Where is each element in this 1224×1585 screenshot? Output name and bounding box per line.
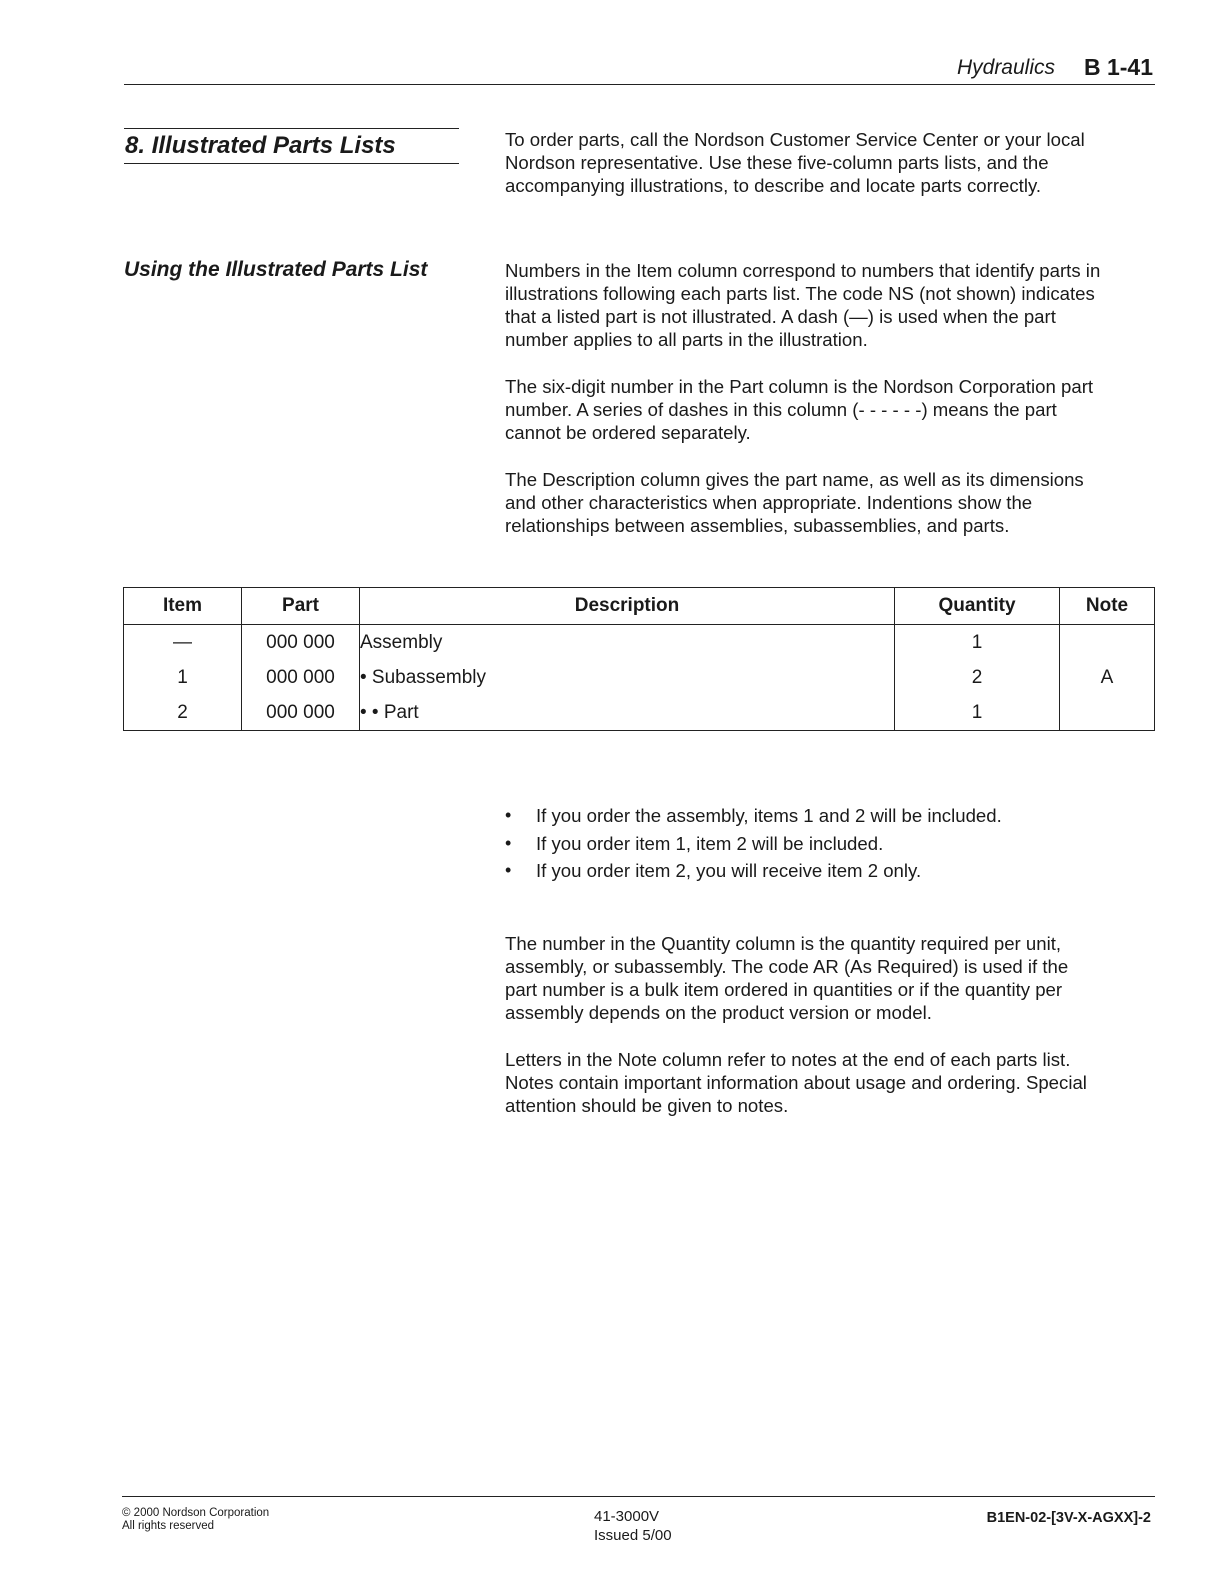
intro-line: accompanying illustrations, to describe and locate parts correctly. [505, 175, 1042, 196]
column-header-description: Description [360, 588, 895, 625]
cell-note [1060, 695, 1155, 731]
description-column-paragraph [505, 468, 1155, 537]
paragraph-line: number. A series of dashes in this column (- - - - - -) means the part [505, 399, 1057, 420]
table-header-row [124, 588, 1155, 625]
footer-issued: Issued 5/00 [594, 1527, 672, 1544]
cell-quantity: 2 [895, 660, 1060, 695]
cell-item: — [124, 625, 242, 661]
paragraph-line: cannot be ordered separately. [505, 422, 751, 443]
section-title-text: 8. Illustrated Parts Lists [125, 132, 396, 159]
paragraph-line: assembly depends on the product version or model. [505, 1002, 932, 1023]
footer-copyright-block [122, 1507, 269, 1533]
paragraph-line: The Description column gives the part name, as well as its dimensions [505, 469, 1084, 490]
column-header-part: Part [242, 588, 360, 625]
paragraph-line: Letters in the Note column refer to notes at the end of each parts list. [505, 1049, 1071, 1070]
page-header [124, 52, 1155, 85]
page-footer [122, 1496, 1155, 1547]
paragraph-line: illustrations following each parts list. The code NS (not shown) indicates [505, 283, 1095, 304]
cell-part: 000 000 [242, 695, 360, 731]
list-item [505, 857, 1155, 885]
cell-item: 1 [124, 660, 242, 695]
bullet-marker: • [505, 860, 512, 880]
quantity-column-paragraph [505, 932, 1155, 1024]
footer-rights: All rights reserved [122, 1520, 215, 1532]
header-section-name: Hydraulics [956, 56, 1055, 79]
intro-line: Nordson representative. Use these five-column parts lists, and the [505, 152, 1049, 173]
ordering-bullet-list [505, 802, 1155, 885]
header-page-number: B 1-41 [1083, 54, 1153, 80]
table-row [124, 695, 1155, 731]
footer-document-info [594, 1507, 672, 1545]
intro-paragraph [505, 128, 1155, 197]
cell-item: 2 [124, 695, 242, 731]
cell-note [1060, 625, 1155, 661]
table-row [124, 660, 1155, 695]
list-item [505, 802, 1155, 830]
cell-part: 000 000 [242, 660, 360, 695]
parts-list-table [123, 587, 1155, 731]
paragraph-line: that a listed part is not illustrated. A dash (—) is used when the part [505, 306, 1056, 327]
paragraph-line: The six-digit number in the Part column is the Nordson Corporation part [505, 376, 1094, 397]
item-column-paragraph [505, 259, 1155, 351]
cell-part: 000 000 [242, 625, 360, 661]
footer-doc-number: 41-3000V [594, 1508, 660, 1525]
note-column-paragraph [505, 1048, 1155, 1117]
footer-copyright: © 2000 Nordson Corporation [122, 1507, 270, 1519]
table-row [124, 625, 1155, 661]
paragraph-line: and other characteristics when appropriate. Indentions show the [505, 492, 1033, 513]
footer-code: B1EN-02-[3V-X-AGXX]-2 [986, 1510, 1151, 1526]
column-header-quantity: Quantity [895, 588, 1060, 625]
paragraph-line: part number is a bulk item ordered in quantities or if the quantity per [505, 979, 1063, 1000]
part-column-paragraph [505, 375, 1155, 444]
paragraph-line: Numbers in the Item column correspond to numbers that identify parts in [505, 260, 1101, 281]
paragraph-line: assembly, or subassembly. The code AR (As Required) is used if the [505, 956, 1069, 977]
bullet-text: If you order the assembly, items 1 and 2 will be included. [536, 805, 1002, 826]
cell-note: A [1060, 660, 1155, 695]
paragraph-line: attention should be given to notes. [505, 1095, 789, 1116]
list-item [505, 830, 1155, 858]
paragraph-line: Notes contain important information about usage and ordering. Special [505, 1072, 1087, 1093]
bullet-marker: • [505, 805, 512, 825]
paragraph-line: relationships between assemblies, subassemblies, and parts. [505, 515, 1010, 536]
paragraph-line: number applies to all parts in the illustration. [505, 329, 868, 350]
cell-description: Assembly [360, 625, 895, 661]
cell-description: • • Part [360, 695, 895, 731]
bullet-text: If you order item 1, item 2 will be included. [536, 832, 884, 854]
cell-quantity: 1 [895, 695, 1060, 731]
bullet-text: If you order item 2, you will receive item 2 only. [536, 860, 922, 881]
cell-description: • Subassembly [360, 660, 895, 695]
intro-line: To order parts, call the Nordson Customer Service Center or your local [505, 129, 1085, 150]
subsection-title: Using the Illustrated Parts List [124, 258, 428, 281]
cell-quantity: 1 [895, 625, 1060, 661]
section-title [124, 128, 459, 164]
column-header-note: Note [1060, 588, 1155, 625]
paragraph-line: The number in the Quantity column is the quantity required per unit, [505, 933, 1062, 954]
column-header-item: Item [124, 588, 242, 625]
bullet-marker: • [505, 832, 512, 853]
